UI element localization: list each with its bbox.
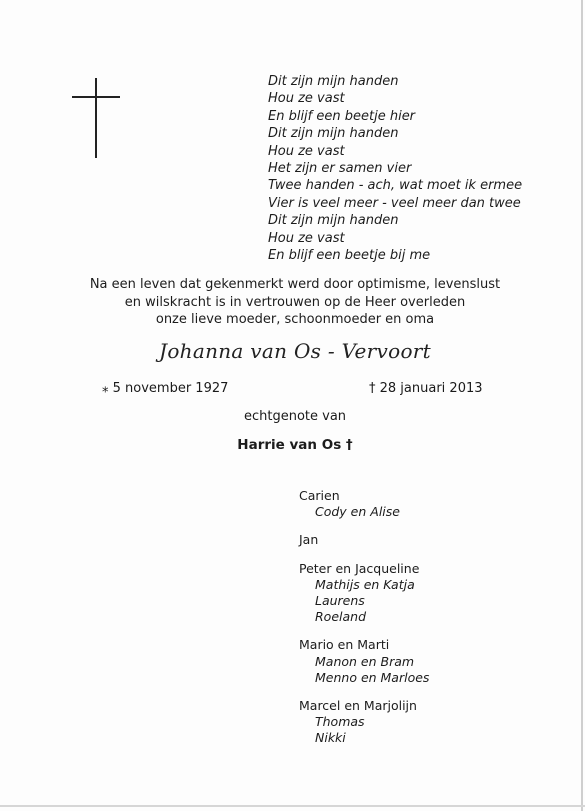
family-group [299,561,429,626]
poem-line: En blijf een beetje hier [268,108,416,124]
family-list [299,488,429,759]
family-parent: Peter en Jacqueline [299,560,420,576]
family-grandchild: Nikki [315,730,346,746]
spouse-label: echtgenote van [243,409,347,424]
poem-line: Dit zijn mijn handen [268,74,399,89]
intro-text [60,276,530,329]
death-date: † 28 januari 2013 [369,381,483,396]
family-grandchild: Roeland [315,609,367,625]
poem-line: Dit zijn mijn handen [268,126,399,142]
scan-edge-right [581,0,583,811]
family-group [299,637,429,686]
cross-icon [72,78,120,158]
spouse-name: Harrie van Os † [237,437,353,453]
family-grandchild: Thomas [315,714,365,730]
family-group [299,698,429,747]
poem-line: Twee handen - ach, wat moet ik ermee [268,178,523,194]
intro-line: onze lieve moeder, schoonmoeder en oma [155,312,435,327]
family-grandchild: Laurens [315,593,365,609]
poem-line: Vier is veel meer - veel meer dan twee [268,195,521,211]
family-grandchild: Mathijs en Katja [315,576,415,592]
poem-line: En blijf een beetje bij me [268,248,431,264]
poem-line: Dit zijn mijn handen [268,213,399,229]
family-parent: Jan [299,532,319,548]
family-group [299,488,429,520]
intro-line: Na een leven dat gekenmerkt werd door optimisme, levenslust [89,277,501,292]
family-group [299,532,429,548]
family-parent: Carien [299,488,340,503]
family-parent: Mario en Marti [299,637,390,653]
birth-date: ⁎ 5 november 1927 [102,381,229,396]
poem-line: Hou ze vast [268,143,345,159]
poem-line: Het zijn er samen vier [268,161,412,177]
family-grandchild: Manon en Bram [315,653,415,669]
family-parent: Marcel en Marjolijn [299,698,417,714]
intro-line: en wilskracht is in vertrouwen op de Heer overleden [124,294,466,310]
family-grandchild: Cody en Alise [315,504,400,520]
scan-edge-bottom [0,805,585,807]
family-grandchild: Menno en Marloes [315,669,430,685]
poem-line: Hou ze vast [268,91,345,107]
deceased-name: Johanna van Os - Vervoort [159,339,431,363]
poem [268,73,522,264]
poem-line: Hou ze vast [268,230,345,246]
